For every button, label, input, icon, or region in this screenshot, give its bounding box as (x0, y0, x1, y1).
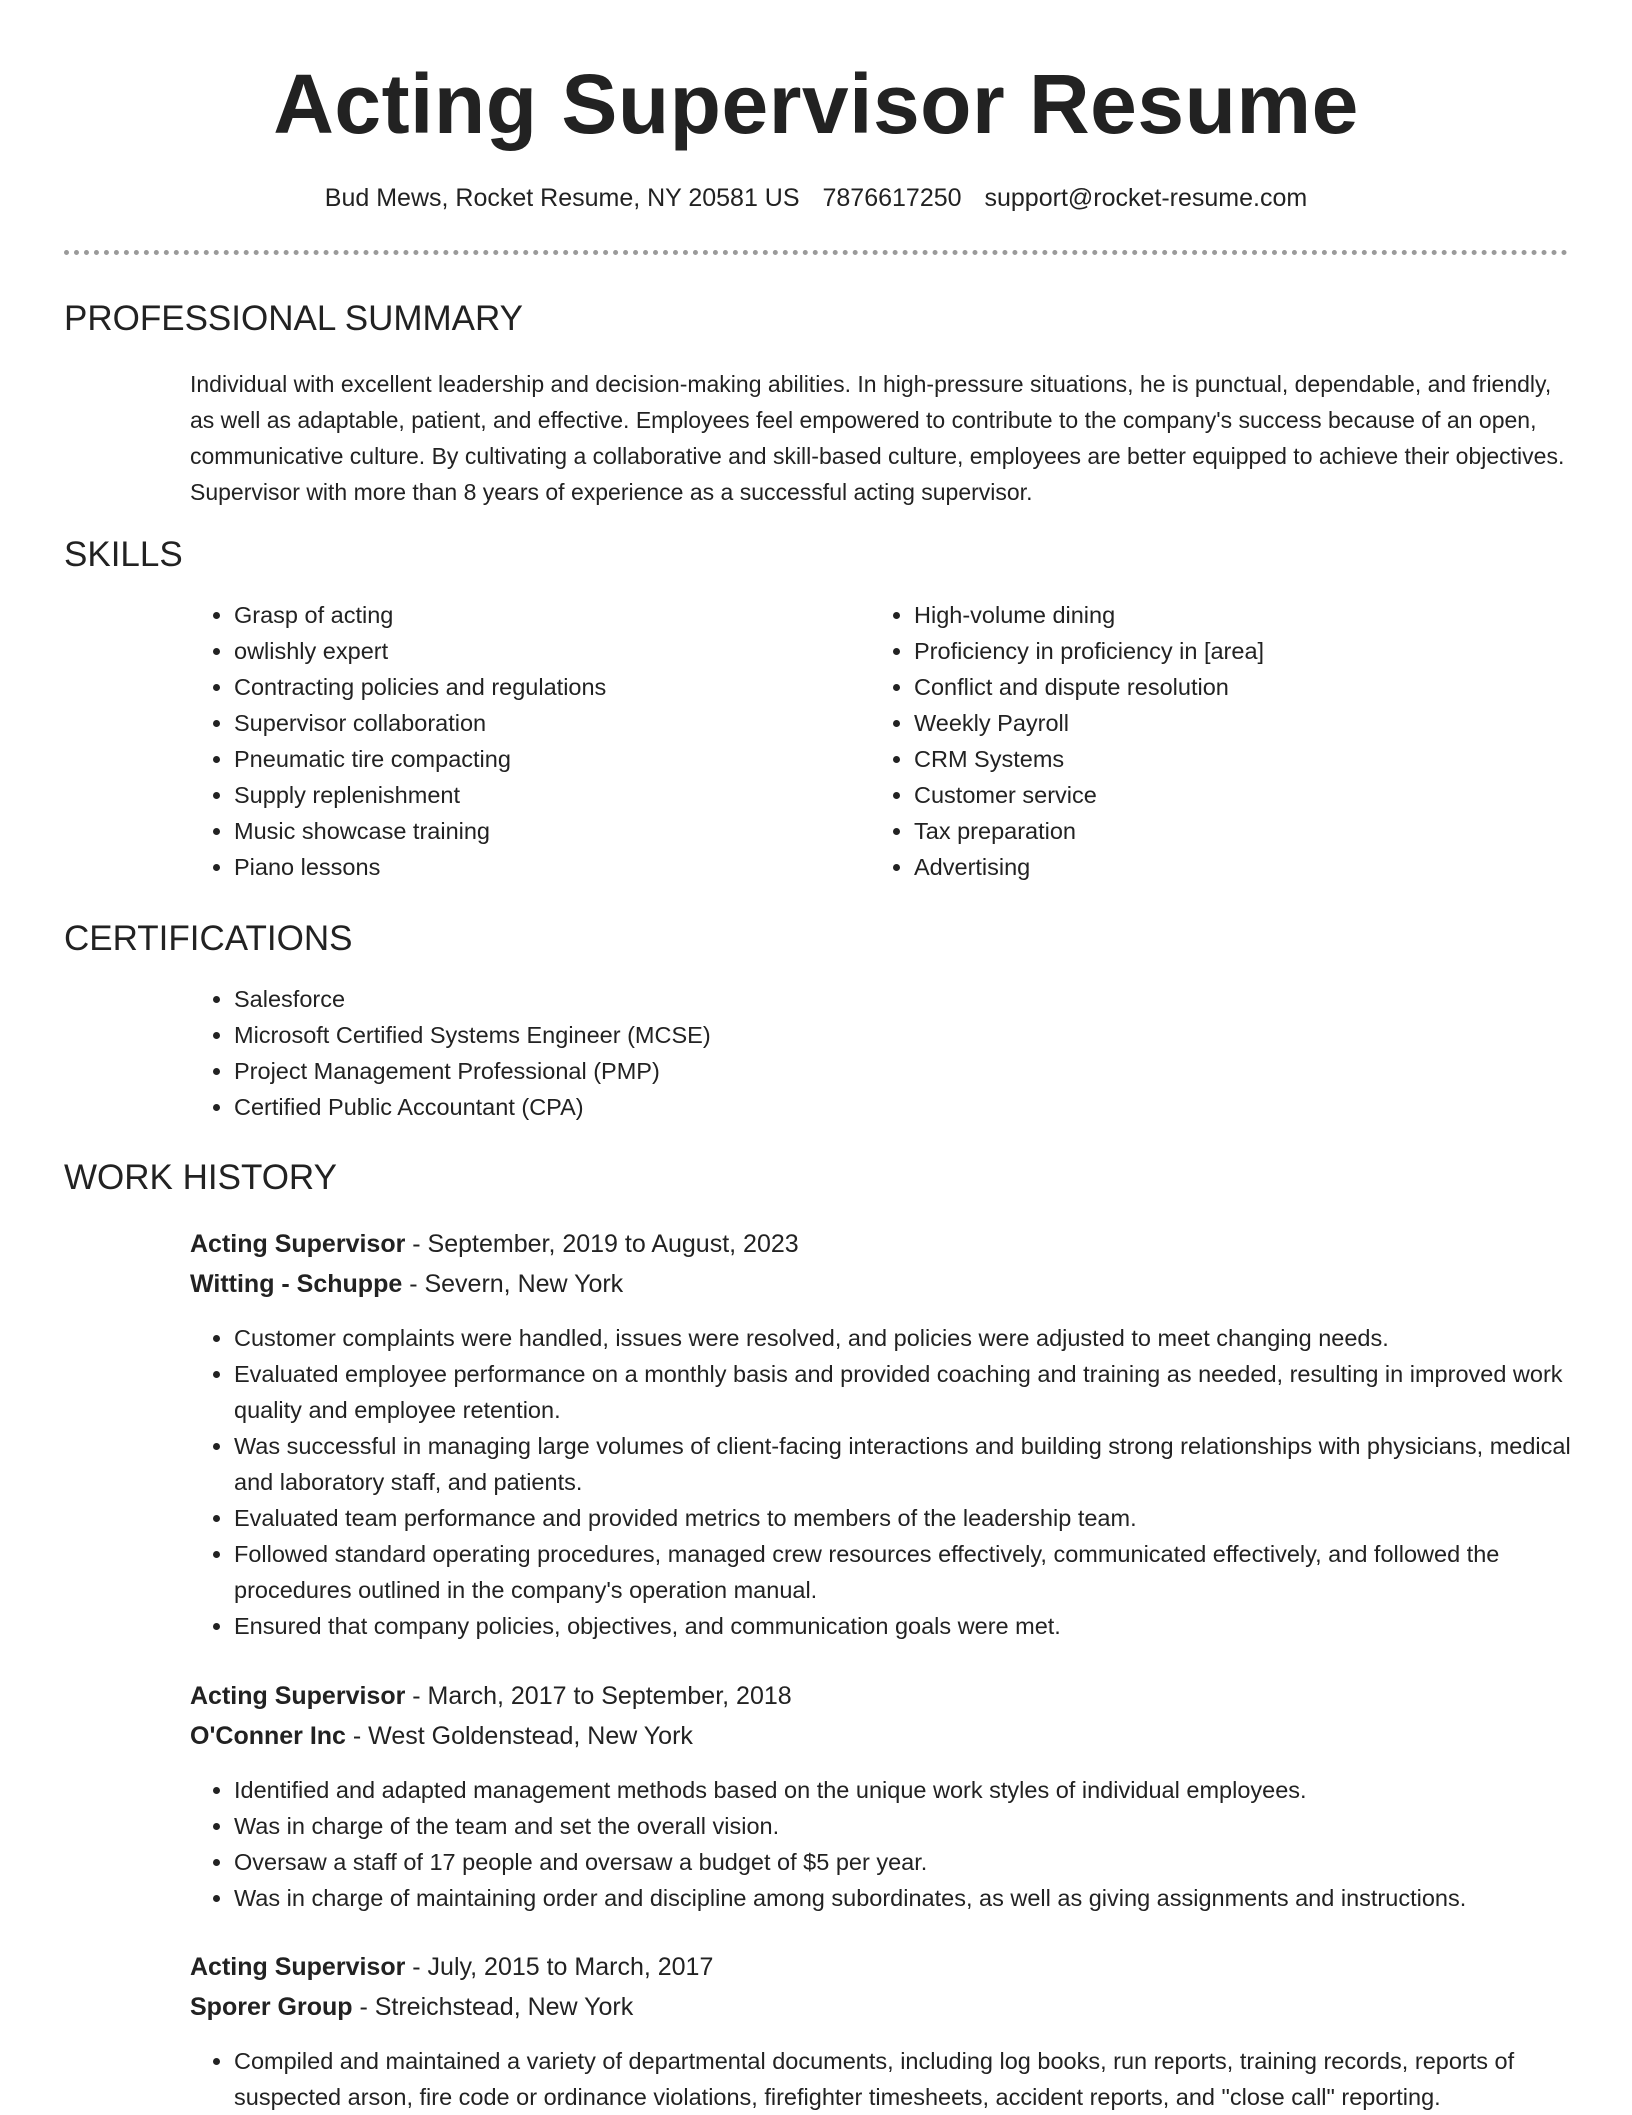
list-item: • Customer complaints were handled, issues were resolved, and policies were adjusted to meet changing needs. (234, 1320, 1614, 1356)
list-item: • Conflict and dispute resolution (914, 669, 1594, 705)
job-company-line (190, 1989, 633, 2025)
list-item: • Was successful in managing large volumes of client-facing interactions and building strong relationships with physicians, medical and laboratory staff, and patients. (234, 1428, 1614, 1500)
job-dates: - July, 2015 to March, 2017 (405, 1953, 714, 1981)
list-item: • Supply replenishment (234, 777, 834, 813)
list-item: • Compiled and maintained a variety of departmental documents, including log books, run reports, training records, reports of suspected arson, fire code or ordinance violations, firefighter timesheets, accident reports, and "close call" reporting. (234, 2043, 1614, 2115)
skills-list-left (190, 597, 834, 885)
list-item: • Salesforce (234, 981, 1234, 1017)
list-item: • owlishly expert (234, 633, 834, 669)
list-item: • Proficiency in proficiency in [area] (914, 633, 1594, 669)
list-item: • Tax preparation (914, 813, 1594, 849)
list-item: • Followed standard operating procedures, managed crew resources effectively, communicated effectively, and followed the procedures outlined in the company's operation manual. (234, 1536, 1614, 1608)
list-item: • Contracting policies and regulations (234, 669, 834, 705)
summary-text: Individual with excellent leadership and decision-making abilities. In high-pressure situations, he is punctual, dependable, and friendly, as well as adaptable, patient, and effective. Employees feel empowered to contribute to the company's success because of an open, communicative culture. By cultivating a collaborative and skill-based culture, employees are better equipped to achieve their objectives. Supervisor with more than 8 years of experience as a successful acting supervisor. (190, 371, 1565, 505)
section-title-summary: PROFESSIONAL SUMMARY (64, 299, 523, 338)
list-item: • Piano lessons (234, 849, 834, 885)
list-item: • Identified and adapted management methods based on the unique work styles of individual employees. (234, 1772, 1614, 1808)
list-item: • Customer service (914, 777, 1594, 813)
job-title-line (190, 1226, 799, 1262)
list-item: • Supervisor collaboration (234, 705, 834, 741)
job-bullets (190, 2043, 1614, 2115)
job-company: O'Conner Inc (190, 1722, 346, 1750)
job-role: Acting Supervisor (190, 1230, 406, 1258)
job-role: Acting Supervisor (190, 1682, 406, 1710)
header-divider (64, 250, 1568, 255)
job-title-line (190, 1678, 792, 1714)
section-title-work-history: WORK HISTORY (64, 1158, 337, 1197)
job-company-line (190, 1266, 623, 1302)
job-company: Sporer Group (190, 1993, 353, 2021)
list-item: • CRM Systems (914, 741, 1594, 777)
list-item: • Project Management Professional (PMP) (234, 1053, 1234, 1089)
job-company: Witting - Schuppe (190, 1270, 403, 1298)
list-item: • Was in charge of maintaining order and discipline among subordinates, as well as giving assignments and instructions. (234, 1880, 1614, 1916)
job-location: - Severn, New York (402, 1270, 624, 1298)
list-item: • Weekly Payroll (914, 705, 1594, 741)
list-item: • Was in charge of the team and set the overall vision. (234, 1808, 1614, 1844)
job-company-line (190, 1718, 693, 1754)
list-item: • Ensured that company policies, objectives, and communication goals were met. (234, 1608, 1614, 1644)
job-dates: - March, 2017 to September, 2018 (405, 1682, 792, 1710)
certifications-list (190, 981, 1234, 1125)
section-title-skills: SKILLS (64, 535, 183, 574)
list-item: • Advertising (914, 849, 1594, 885)
contact-address: Bud Mews, Rocket Resume, NY 20581 US (324, 184, 800, 212)
skills-list-right (870, 597, 1594, 885)
job-bullets (190, 1772, 1614, 1916)
job-location: - Streichstead, New York (352, 1993, 634, 2021)
section-title-certifications: CERTIFICATIONS (64, 919, 353, 958)
list-item: • Evaluated employee performance on a monthly basis and provided coaching and training as needed, resulting in improved work quality and employee retention. (234, 1356, 1614, 1428)
list-item: • Music showcase training (234, 813, 834, 849)
list-item: • Certified Public Accountant (CPA) (234, 1089, 1234, 1125)
job-bullets (190, 1320, 1614, 1644)
job-role: Acting Supervisor (190, 1953, 406, 1981)
list-item: • Microsoft Certified Systems Engineer (MCSE) (234, 1017, 1234, 1053)
resume-title: Acting Supervisor Resume (273, 57, 1359, 151)
contact-phone: 7876617250 (822, 184, 962, 212)
list-item: • Grasp of acting (234, 597, 834, 633)
job-dates: - September, 2019 to August, 2023 (405, 1230, 799, 1258)
contact-email: support@rocket-resume.com (984, 184, 1308, 212)
job-title-line (190, 1949, 713, 1985)
list-item: • Pneumatic tire compacting (234, 741, 834, 777)
list-item: • High-volume dining (914, 597, 1594, 633)
list-item: • Oversaw a staff of 17 people and oversaw a budget of $5 per year. (234, 1844, 1614, 1880)
contact-line (0, 182, 1632, 214)
job-location: - West Goldenstead, New York (345, 1722, 693, 1750)
list-item: • Evaluated team performance and provided metrics to members of the leadership team. (234, 1500, 1614, 1536)
